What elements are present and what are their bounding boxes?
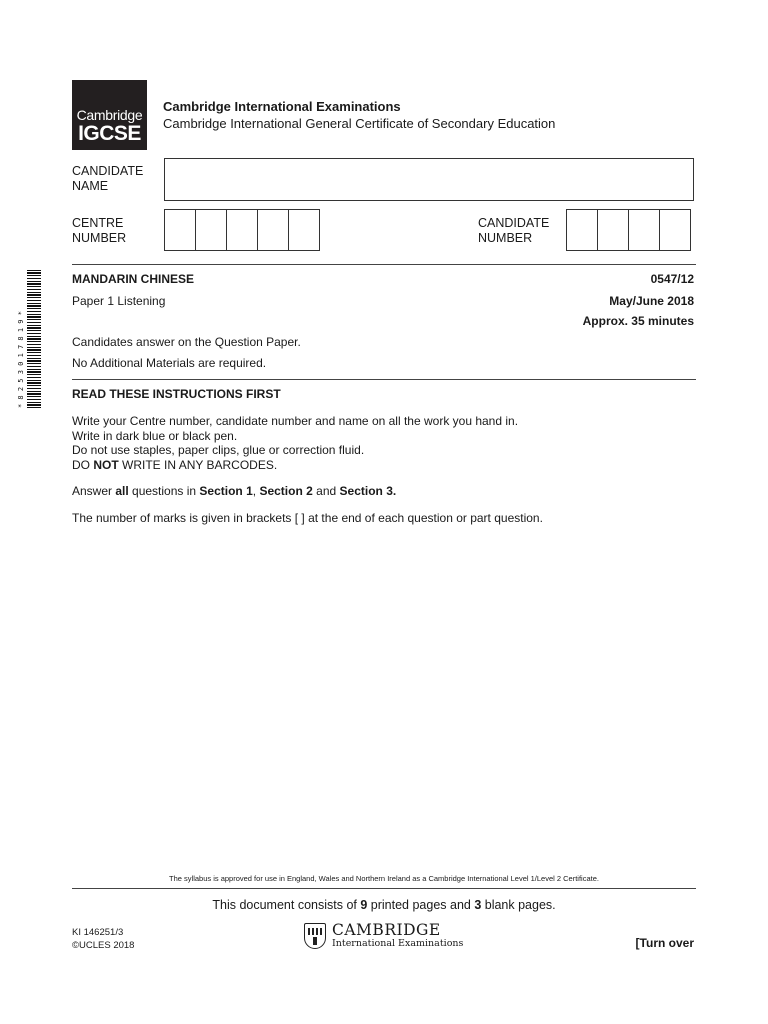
- candidate-number-box[interactable]: [566, 209, 598, 251]
- logo-line-2: IGCSE: [78, 122, 141, 145]
- candidate-number-label-line-2: NUMBER: [478, 231, 533, 245]
- qualification-title: Cambridge International General Certificate of Secondary Education: [163, 116, 556, 131]
- instructions-heading: READ THESE INSTRUCTIONS FIRST: [72, 387, 281, 401]
- page-count-text: printed pages and: [367, 898, 475, 912]
- logo-line-1: Cambridge: [76, 107, 143, 123]
- instruction-line: Do not use staples, paper clips, glue or correction fluid.: [72, 443, 365, 457]
- centre-number-box[interactable]: [288, 209, 320, 251]
- centre-number-box[interactable]: [195, 209, 227, 251]
- materials-line-2: No Additional Materials are required.: [72, 356, 267, 370]
- instructions-block: [72, 414, 518, 472]
- section-1-ref: Section 1: [199, 484, 253, 498]
- candidate-number-label-line-1: CANDIDATE: [478, 216, 550, 230]
- candidate-number-box[interactable]: [659, 209, 691, 251]
- paper-code: 0547/12: [650, 272, 694, 286]
- answer-instruction: [72, 484, 396, 498]
- answer-text: questions in: [128, 484, 200, 498]
- divider: [72, 379, 696, 380]
- candidate-name-label-line-2: NAME: [72, 179, 109, 193]
- instruction-line: Write your Centre number, candidate number and name on all the work you hand in.: [72, 414, 519, 428]
- brand-name: CAMBRIDGE: [332, 921, 441, 939]
- candidate-number-boxes: [566, 209, 691, 251]
- centre-number-boxes: [164, 209, 320, 251]
- divider: [72, 264, 696, 265]
- syllabus-note: The syllabus is approved for use in England, Wales and Northern Ireland as a Cambridge International Level 1/Level 2 Certificate.: [169, 874, 599, 883]
- candidate-name-field[interactable]: [164, 158, 694, 201]
- instruction-text: DO: [72, 457, 94, 472]
- barcode: [27, 270, 41, 408]
- cambridge-igcse-logo: [72, 80, 147, 150]
- blank-page-count: 3: [474, 898, 482, 912]
- answer-emphasis: all: [115, 484, 129, 498]
- centre-number-box[interactable]: [164, 209, 196, 251]
- materials-line-1: Candidates answer on the Question Paper.: [72, 335, 301, 349]
- subject-title: MANDARIN CHINESE: [72, 272, 195, 286]
- page-count-text: blank pages.: [481, 898, 556, 912]
- centre-number-box[interactable]: [226, 209, 258, 251]
- brand-subtitle: International Examinations: [332, 938, 464, 949]
- reference-code: KI 146251/3: [72, 927, 124, 938]
- candidate-name-label: [72, 164, 143, 194]
- answer-text: and: [312, 484, 340, 498]
- document-reference: [72, 926, 134, 952]
- centre-number-box[interactable]: [257, 209, 289, 251]
- marks-instruction: The number of marks is given in brackets [ ] at the end of each question or part question.: [72, 511, 543, 525]
- instruction-line: Write in dark blue or black pen.: [72, 428, 238, 443]
- instruction-emphasis: NOT: [93, 457, 119, 472]
- exam-session: May/June 2018: [609, 294, 694, 308]
- paper-name: Paper 1 Listening: [72, 294, 166, 308]
- barcode-digits: * 8 2 5 3 0 1 7 8 1 9 *: [17, 311, 25, 408]
- instruction-line: [72, 458, 518, 473]
- section-3-ref: Section 3.: [339, 484, 397, 498]
- instruction-text: WRITE IN ANY BARCODES.: [118, 457, 278, 472]
- candidate-number-box[interactable]: [628, 209, 660, 251]
- cambridge-footer-logo: [304, 922, 463, 949]
- answer-text: Answer: [72, 484, 116, 498]
- page-count-note: [72, 898, 696, 912]
- section-2-ref: Section 2: [259, 484, 313, 498]
- candidate-number-box[interactable]: [597, 209, 629, 251]
- exam-duration: Approx. 35 minutes: [582, 314, 694, 328]
- centre-number-label: [72, 216, 126, 246]
- answer-text: ,: [252, 484, 260, 498]
- centre-number-label-line-1: CENTRE: [72, 216, 124, 230]
- candidate-number-label: [478, 216, 549, 246]
- centre-number-label-line-2: NUMBER: [72, 231, 127, 245]
- divider: [72, 888, 696, 889]
- printed-page-count: 9: [360, 898, 368, 912]
- exam-board-title: Cambridge International Examinations: [163, 99, 401, 114]
- copyright: ©UCLES 2018: [72, 940, 135, 951]
- turn-over: [Turn over: [635, 936, 694, 950]
- page-count-text: This document consists of: [212, 898, 361, 912]
- cambridge-crest-icon: [304, 923, 326, 949]
- candidate-name-label-line-1: CANDIDATE: [72, 164, 144, 178]
